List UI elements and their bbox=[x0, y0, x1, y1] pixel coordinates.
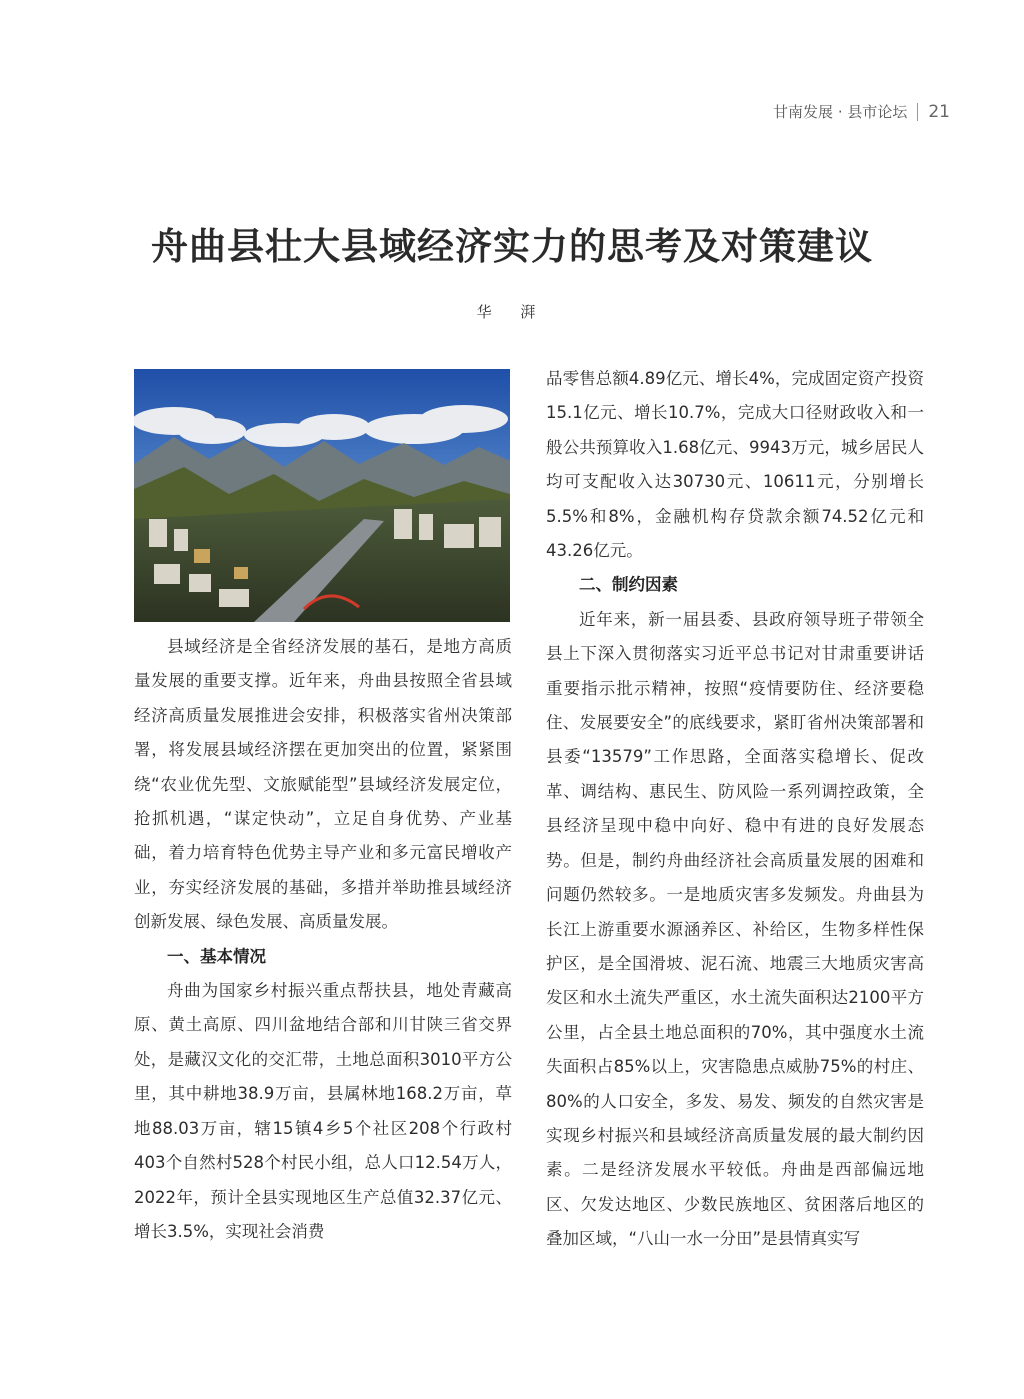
basic-info-paragraph: 舟曲为国家乡村振兴重点帮扶县，地处青藏高原、黄土高原、四川盆地结合部和川甘陕三省交界处，是藏汉文化的交汇带，土地总面积3010平方公里，其中耕地38.9万亩，县属林地168.2万亩，草地88.03万亩，辖15镇4乡5个社区208个行政村403个自然村528个村民小组，总人口12.54万人，2022年，预计全县实现地区生产总值32.37亿元、增长3.5%，实现社会消费 bbox=[134, 981, 512, 1241]
right-column bbox=[546, 362, 924, 1257]
continued-paragraph: 品零售总额4.89亿元、增长4%，完成固定资产投资15.1亿元、增长10.7%，完成大口径财政收入和一般公共预算收入1.68亿元、9943万元，城乡居民人均可支配收入达30730元、10611元，分别增长5.5%和8%，金融机构存贷款余额74.52亿元和43.26亿元。 bbox=[546, 369, 924, 561]
county-landscape-photo bbox=[134, 369, 510, 622]
running-header bbox=[773, 101, 950, 122]
section-heading-constraints: 二、制约因素 bbox=[579, 575, 678, 595]
section-heading-basic: 一、基本情况 bbox=[167, 946, 266, 966]
article-title: 舟曲县壮大县域经济实力的思考及对策建议 bbox=[151, 224, 873, 268]
intro-paragraph: 县域经济是全省经济发展的基石，是地方高质量发展的重要支撑。近年来，舟曲县按照全省县域经济高质量发展推进会安排，积极落实省州决策部署，将发展县域经济摆在更加突出的位置，紧紧围绕“农业优先型、文旅赋能型”县域经济发展定位，抢抓机遇，“谋定快动”，立足自身优势、产业基础，着力培育特色优势主导产业和多元富民增收产业，夯实经济发展的基础，多措并举助推县域经济创新发展、绿色发展、高质量发展。 bbox=[134, 637, 512, 932]
header-divider bbox=[917, 103, 918, 121]
constraints-paragraph: 近年来，新一届县委、县政府领导班子带领全县上下深入贯彻落实习近平总书记对甘肃重要讲话重要指示批示精神，按照“疫情要防住、经济要稳住、发展要安全”的底线要求，紧盯省州决策部署和县委“13579”工作思路，全面落实稳增长、促改革、调结构、惠民生、防风险一系列调控政策，全县经济呈现中稳中向好、稳中有进的良好发展态势。但是，制约舟曲经济社会高质量发展的困难和问题仍然较多。一是地质灾害多发频发。舟曲县为长江上游重要水源涵养区、补给区，生物多样性保护区，是全国滑坡、泥石流、地震三大地质灾害高发区和水土流失严重区，水土流失面积达2100平方公里，占全县土地总面积的70%，其中强度水土流失面积占85%以上，灾害隐患点威胁75%的村庄、80%的人口安全，多发、易发、频发的自然灾害是实现乡村振兴和县域经济高质量发展的最大制约因素。二是经济发展水平较低。舟曲是西部偏远地区、欠发达地区、少数民族地区、贫困落后地区的叠加区域，“八山一水一分田”是县情真实写 bbox=[546, 609, 924, 1249]
left-column bbox=[134, 630, 512, 1249]
article-author: 华 湃 bbox=[476, 303, 548, 321]
section-label: 甘南发展 · 县市论坛 bbox=[773, 103, 908, 121]
page-number: 21 bbox=[928, 101, 950, 122]
